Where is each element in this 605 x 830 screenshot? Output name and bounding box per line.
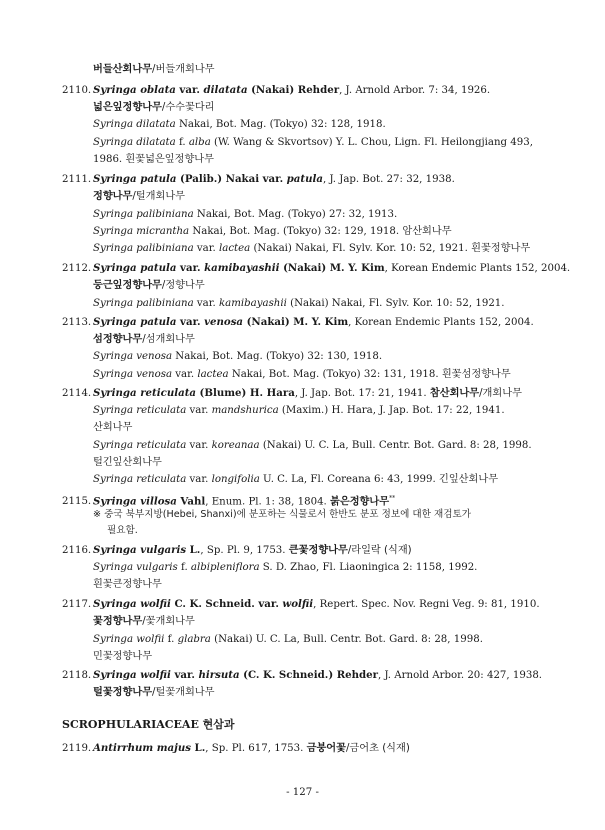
text-span: 큰꽃정향나무 (288, 545, 348, 556)
text-line (93, 333, 195, 346)
text-line (93, 190, 185, 203)
text-span: 긴잎산회나무 (438, 474, 499, 485)
text-span: var. (176, 262, 205, 274)
text-span: lactea (218, 243, 251, 254)
text-span: dilatata (203, 84, 248, 96)
text-span: var. (172, 369, 198, 380)
text-span: var. (193, 243, 219, 254)
text-span: Syringa vulgaris (93, 562, 178, 573)
text-span: 흰꽃섬정향나무 (441, 369, 511, 380)
text-span: , J. Jap. Bot. 17: 21, 1941. (294, 388, 430, 399)
text-span: (Maxim.) H. Hara, J. Jap. Bot. 17: 22, 1941. (278, 405, 505, 416)
text-span: koreanaa (211, 440, 260, 451)
text-span: (Nakai) M. Y. Kim (279, 262, 385, 274)
text-line (93, 561, 477, 574)
text-span: 암산회나무 (402, 226, 452, 237)
text-span: (Nakai) U. C. La, Bull. Centr. Bot. Gard. 8: 28, 1998. (259, 440, 532, 451)
text-span: var. (186, 405, 212, 416)
text-span: 흰꽃큰정향나무 (93, 579, 162, 590)
text-span: Syringa dilatata (93, 119, 176, 130)
text-span: , Enum. Pl. 1: 38, 1804. (205, 496, 331, 508)
text-line (107, 524, 138, 537)
text-line (62, 598, 540, 611)
text-span: 꽃정향나무 (93, 616, 143, 627)
text-span: /정향나무 (161, 280, 205, 291)
text-line (62, 669, 542, 682)
text-span: 민꽃정향나무 (93, 651, 153, 662)
text-span: , Sp. Pl. 617, 1753. (205, 743, 307, 754)
text-span: Syringa reticulata (93, 405, 187, 416)
text-line (93, 439, 532, 452)
text-span: Syringa reticulata (93, 474, 187, 485)
text-span: /섬개회나무 (142, 334, 195, 345)
text-span: var. (175, 84, 204, 96)
text-span: var. (186, 474, 212, 485)
text-span: U. C. La, Fl. Coreana 6: 43, 1999. (259, 474, 439, 485)
text-span: , Korean Endemic Plants 152, 2004. (384, 263, 571, 274)
text-line (62, 544, 412, 557)
text-span: (C. K. Schneid.) Rehder (239, 669, 379, 681)
text-span: Syringa palibiniana (93, 243, 194, 254)
text-span: /라일락 (식재) (347, 545, 412, 556)
text-line (93, 242, 530, 255)
entry-number: 2114. (62, 388, 92, 399)
text-span: Vahl (176, 495, 206, 508)
text-span: /금어초 (식재) (346, 743, 410, 754)
text-line (93, 456, 162, 469)
text-span: 참산회나무 (429, 388, 480, 399)
text-span: /버들개회나무 (152, 64, 215, 75)
text-span: Syringa reticulata (93, 440, 187, 451)
entry-number: 2113. (62, 317, 92, 328)
text-span: kamibayashii (218, 298, 287, 309)
text-span: (W. Wang & Skvortsov) Y. L. Chou, Lign. Fl. Heilongjiang 493, (210, 137, 533, 148)
text-span: mandshurica (211, 405, 279, 416)
text-span: Syringa patula (93, 316, 177, 328)
text-span: f. (175, 137, 189, 148)
text-span: (Nakai) M. Y. Kim (243, 316, 349, 328)
text-span: Nakai, Bot. Mag. (Tokyo) 27: 32, 1913. (193, 209, 398, 220)
text-span: f. (177, 562, 191, 573)
text-span: Syringa villosa (93, 495, 177, 508)
text-span: kamibayashii (204, 262, 280, 274)
text-span: var. (176, 316, 205, 328)
text-line (93, 153, 214, 166)
text-span: , J. Arnold Arbor. 20: 427, 1938. (378, 670, 543, 681)
text-span: S. D. Zhao, Fl. Liaoningica 2: 1158, 1992. (259, 562, 478, 573)
text-line (93, 473, 498, 486)
text-span: Nakai, Bot. Mag. (Tokyo) 32: 129, 1918. (189, 226, 403, 237)
text-span: 정향나무 (93, 191, 133, 202)
text-span: 붉은정향나무 (330, 496, 390, 508)
text-span: longifolia (211, 474, 260, 485)
text-line (93, 686, 215, 699)
text-line (93, 615, 195, 628)
text-line (62, 173, 455, 186)
text-span: glabra (177, 634, 211, 645)
text-span: Syringa palibiniana (93, 209, 194, 220)
page-number: - 127 - (286, 787, 319, 798)
text-span: Nakai, Bot. Mag. (Tokyo) 32: 130, 1918. (172, 351, 383, 362)
text-span: 산회나무 (93, 422, 133, 433)
text-span: Syringa palibiniana (93, 298, 194, 309)
text-span: wolfii (282, 598, 314, 610)
entry-number: 2112. (62, 263, 92, 274)
text-span: 흰꽃넓은잎정향나무 (125, 154, 214, 165)
entry-number: 2111. (62, 174, 92, 185)
text-line (93, 633, 483, 646)
text-span: , J. Jap. Bot. 27: 32, 1938. (322, 174, 455, 185)
entry-number: 2115. (62, 496, 92, 508)
text-line (93, 101, 215, 114)
text-line (62, 387, 522, 400)
text-span: 현삼과 (202, 718, 235, 731)
text-span: 금붕어꽃 (306, 743, 346, 754)
text-line (93, 650, 152, 663)
text-line (93, 508, 471, 521)
text-span: Syringa oblata (93, 84, 176, 96)
entry-number: 2118. (62, 670, 92, 681)
entry-number: 2116. (62, 545, 92, 556)
text-line (93, 350, 382, 363)
text-span: , Sp. Pl. 9, 1753. (200, 545, 289, 556)
text-span: Nakai, Bot. Mag. (Tokyo) 32: 131, 1918. (228, 369, 442, 380)
text-span: venosa (204, 316, 244, 328)
text-span: Antirrhum majus (93, 742, 191, 754)
entry-number: 2110. (62, 85, 92, 96)
text-line (93, 297, 505, 310)
text-span: /털개회나무 (132, 191, 186, 202)
text-span: Syringa venosa (93, 369, 173, 380)
text-line (93, 421, 132, 434)
text-span: patula (286, 173, 323, 185)
text-line (62, 84, 490, 97)
text-span: Syringa reticulata (93, 387, 197, 399)
text-span: , Korean Endemic Plants 152, 2004. (348, 317, 534, 328)
text-span: (Nakai) Nakai, Fl. Sylv. Kor. 10: 52, 1921. (286, 298, 505, 309)
text-span: lactea (197, 369, 229, 380)
entry-number: 2119. (62, 743, 92, 754)
text-span: albipleniflora (190, 562, 260, 573)
text-span: 필요함. (107, 525, 138, 536)
text-span: 털꽃정향나무 (93, 687, 153, 698)
text-span: Syringa venosa (93, 351, 173, 362)
text-line (93, 225, 452, 238)
entry-number: 2117. (62, 599, 92, 610)
text-span: ** (389, 495, 396, 502)
text-span: ※ 중국 북부지방(Hebei, Shanxi)에 분포하는 식물로서 한반도 분포 정보에 대한 재검토가 (93, 509, 472, 520)
text-span: L. (190, 742, 206, 754)
text-span: (Nakai) Nakai, Fl. Sylv. Kor. 10: 52, 1921. (250, 243, 472, 254)
text-line (93, 404, 505, 417)
text-span: Syringa micrantha (93, 226, 190, 237)
text-span: Syringa wolfii (93, 634, 165, 645)
text-line (62, 742, 410, 755)
text-span: var. (186, 440, 212, 451)
text-span: 둥근잎정향나무 (93, 280, 162, 291)
text-span: Nakai, Bot. Mag. (Tokyo) 32: 128, 1918. (175, 119, 386, 130)
text-span: C. K. Schneid. var. (170, 598, 283, 610)
text-line (93, 208, 397, 221)
text-line (93, 63, 215, 76)
text-span: L. (186, 544, 201, 556)
text-span: 1986. (93, 154, 126, 165)
text-span: /개회나무 (479, 388, 522, 399)
text-span: (Blume) H. Hara (196, 387, 295, 399)
text-line (93, 279, 205, 292)
text-line (93, 118, 386, 131)
text-span: , Repert. Spec. Nov. Regni Veg. 9: 81, 1910. (313, 599, 540, 610)
text-span: 넓은잎정향나무 (93, 102, 162, 113)
text-span: (Nakai) U. C. La, Bull. Centr. Bot. Gard. 8: 28, 1998. (210, 634, 483, 645)
text-span: alba (188, 137, 211, 148)
text-span: /털꽃개회나무 (152, 687, 215, 698)
text-span: Syringa vulgaris (93, 544, 187, 556)
text-span: Syringa patula (93, 173, 177, 185)
text-span: (Nakai) Rehder (247, 84, 340, 96)
text-span: hirsuta (198, 669, 240, 681)
text-span: Syringa wolfii (93, 598, 171, 610)
text-span: , J. Arnold Arbor. 7: 34, 1926. (339, 85, 491, 96)
text-span: 섬정향나무 (93, 334, 143, 345)
text-line (93, 368, 511, 381)
text-line (62, 718, 235, 732)
text-line (62, 262, 570, 275)
text-span: Syringa patula (93, 262, 177, 274)
text-line (93, 136, 533, 149)
text-span: (Palib.) Nakai var. (176, 173, 287, 185)
text-line (93, 578, 162, 591)
text-span: /꽃개회나무 (142, 616, 195, 627)
text-span: 흰꽃정향나무 (471, 243, 531, 254)
text-span: var. (193, 298, 219, 309)
text-span: f. (164, 634, 178, 645)
text-line (62, 316, 534, 329)
text-span: /수수꽃다리 (161, 102, 215, 113)
text-span: var. (170, 669, 199, 681)
text-span: SCROPHULARIACEAE (62, 718, 203, 731)
text-span: Syringa wolfii (93, 669, 171, 681)
text-span: Syringa dilatata (93, 137, 176, 148)
text-span: 버들산회나무 (93, 64, 153, 75)
text-line (62, 492, 395, 508)
text-span: 털긴잎산회나무 (93, 457, 162, 468)
